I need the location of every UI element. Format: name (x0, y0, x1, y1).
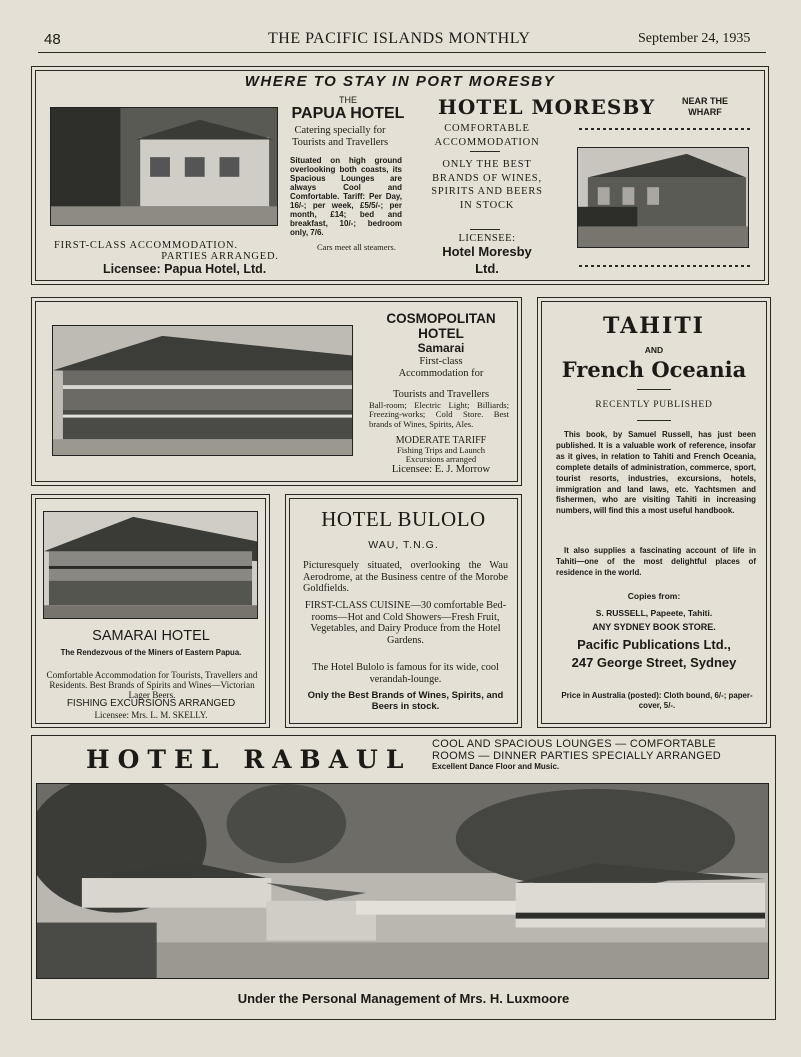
cosmopolitan-licensee: Licensee: E. J. Morrow (391, 464, 491, 475)
tahiti-paragraph-2: It also supplies a fascinating account of life in Tahiti—one of the most delightful places of residence in the world. (556, 546, 756, 577)
papua-the: THE (339, 95, 357, 105)
tahiti-copies-from: Copies from: (627, 591, 681, 601)
bulolo-hotel-name: HOTEL BULOLO (321, 507, 486, 531)
tahiti-rule-1 (637, 389, 671, 390)
tahiti-address: 247 George Street, Sydney (571, 655, 737, 670)
moresby-comfortable: COMFORTABLE ACCOMMODATION (434, 123, 540, 149)
samarai-licensee: Licensee: Mrs. L. M. SKELLY. (94, 710, 208, 720)
papua-hotel-photo (50, 107, 278, 226)
tahiti-price: Price in Australia (posted): Cloth bound, 6/-; paper-cover, 5/-. (561, 691, 753, 711)
moresby-short-rule (470, 151, 500, 152)
tahiti-recently-published: RECENTLY PUBLISHED (595, 400, 713, 410)
rabaul-hotel-name: HOTEL RABAUL (86, 745, 412, 774)
bulolo-paragraph-1: Picturesquely situated, overlooking the Wau Aerodrome, at the Business centre of the Morobe Goldfields. (303, 560, 508, 595)
moresby-only-best: ONLY THE BEST BRANDS OF WINES, SPIRITS AND BEERS IN STOCK (431, 159, 543, 211)
tahiti-book-store: ANY SYDNEY BOOK STORE. (592, 622, 716, 632)
cosmopolitan-hotel-photo (52, 325, 353, 456)
papua-licensee: Licensee: Papua Hotel, Ltd. (103, 262, 267, 276)
moresby-near-wharf: NEAR THE WHARF (681, 96, 728, 117)
moresby-hotel-photo (577, 147, 749, 248)
rabaul-tagline-2: ROOMS — DINNER PARTIES SPECIALLY ARRANGED (432, 750, 721, 762)
cosmopolitan-name: COSMOPOLITAN HOTEL (386, 311, 496, 341)
header-rule (38, 52, 766, 53)
cosmopolitan-first-class: First-class Accommodation for (398, 356, 484, 379)
rabaul-tagline-1: COOL AND SPACIOUS LOUNGES — COMFORTABLE (432, 738, 716, 750)
moresby-licensee-label: LICENSEE: (458, 233, 516, 244)
tahiti-russell: S. RUSSELL, Papeete, Tahiti. (595, 608, 713, 618)
cosmopolitan-tariff: MODERATE TARIFF (395, 435, 487, 446)
samarai-rendezvous: The Rendezvous of the Miners of Eastern Papua. (60, 648, 242, 657)
papua-hotel-name: PAPUA HOTEL (291, 105, 405, 122)
tahiti-subtitle: French Oceania (561, 357, 747, 382)
tahiti-rule-2 (637, 420, 671, 421)
bulolo-paragraph-2: FIRST-CLASS CUISINE—30 comfortable Bed-rooms—Hot and Cold Showers—Fresh Fruit, Vegetables, and Dairy Produce from the Hotel Gardens. (304, 600, 507, 647)
tahiti-and: AND (644, 345, 664, 355)
issue-date: September 24, 1935 (638, 31, 751, 46)
samarai-hotel-name: SAMARAI HOTEL (92, 628, 210, 644)
samarai-description: Comfortable Accommodation for Tourists, Travellers and Residents. Best Brands of Spirits and Wines—Victorian Lager Beers. (46, 670, 258, 701)
cosmopolitan-amenities: Ball-room; Electric Light; Billiards; Freezing-works; Cold Store. Best brands of Wines, Spirits, Ales. (369, 400, 509, 429)
papua-first-class: FIRST-CLASS ACCOMMODATION. (54, 240, 238, 251)
moresby-dotted-rule-top (579, 126, 751, 132)
publication-title: THE PACIFIC ISLANDS MONTHLY (268, 30, 531, 47)
rabaul-management: Under the Personal Management of Mrs. H. Luxmoore (237, 991, 570, 1006)
rabaul-dance-floor: Excellent Dance Floor and Music. (432, 762, 560, 771)
papua-cars: Cars meet all steamers. (317, 242, 396, 252)
papua-description: Situated on high ground overlooking both coasts, its Spacious Lounges are always Cool and Comfortable. Tariff: Per Day, 16/-; per week, £5/5/-; per month, £14; bed and breakfast, 10/-; bedroom only, 7/6. (290, 156, 402, 238)
papua-parties: PARTIES ARRANGED. (161, 251, 279, 262)
samarai-hotel-photo (43, 511, 258, 619)
rabaul-hotel-photo (36, 783, 769, 979)
cosmopolitan-fishing: Fishing Trips and Launch Excursions arranged (396, 445, 486, 465)
cosmopolitan-place: Samarai (417, 341, 465, 355)
tahiti-title: TAHITI (603, 313, 705, 339)
moresby-short-rule-2 (470, 229, 500, 230)
cosmopolitan-tourists: Tourists and Travellers (392, 389, 490, 400)
page-number: 48 (44, 31, 61, 48)
where-to-stay-title: WHERE TO STAY IN PORT MORESBY (244, 73, 556, 90)
moresby-hotel-name: HOTEL MORESBY (438, 95, 656, 119)
moresby-licensee: Hotel Moresby Ltd. (442, 244, 532, 276)
papua-catering: Catering specially for Tourists and Travellers (291, 125, 389, 149)
tahiti-paragraph-1: This book, by Samuel Russell, has just been published. It is a valuable work of reference, insofar as it gives, in relation to Tahiti and French Oceania, complete details of administration, commerce, sport, tourist resorts, industries, excursions, hotels, immigration and land laws, etc. Yachtsmen and fishermen, who are visiting Tahiti in increasing numbers, will find this a most useful handbook. (556, 430, 756, 516)
tahiti-publisher: Pacific Publications Ltd., (577, 637, 731, 652)
bulolo-paragraph-3: The Hotel Bulolo is famous for its wide, cool verandah-lounge. (312, 662, 499, 685)
bulolo-paragraph-4: Only the Best Brands of Wines, Spirits, and Beers in stock. (307, 690, 504, 713)
samarai-fishing: FISHING EXCURSIONS ARRANGED (66, 698, 236, 709)
moresby-dotted-rule-bottom (579, 263, 751, 269)
bulolo-place: WAU, T.N.G. (368, 539, 439, 551)
